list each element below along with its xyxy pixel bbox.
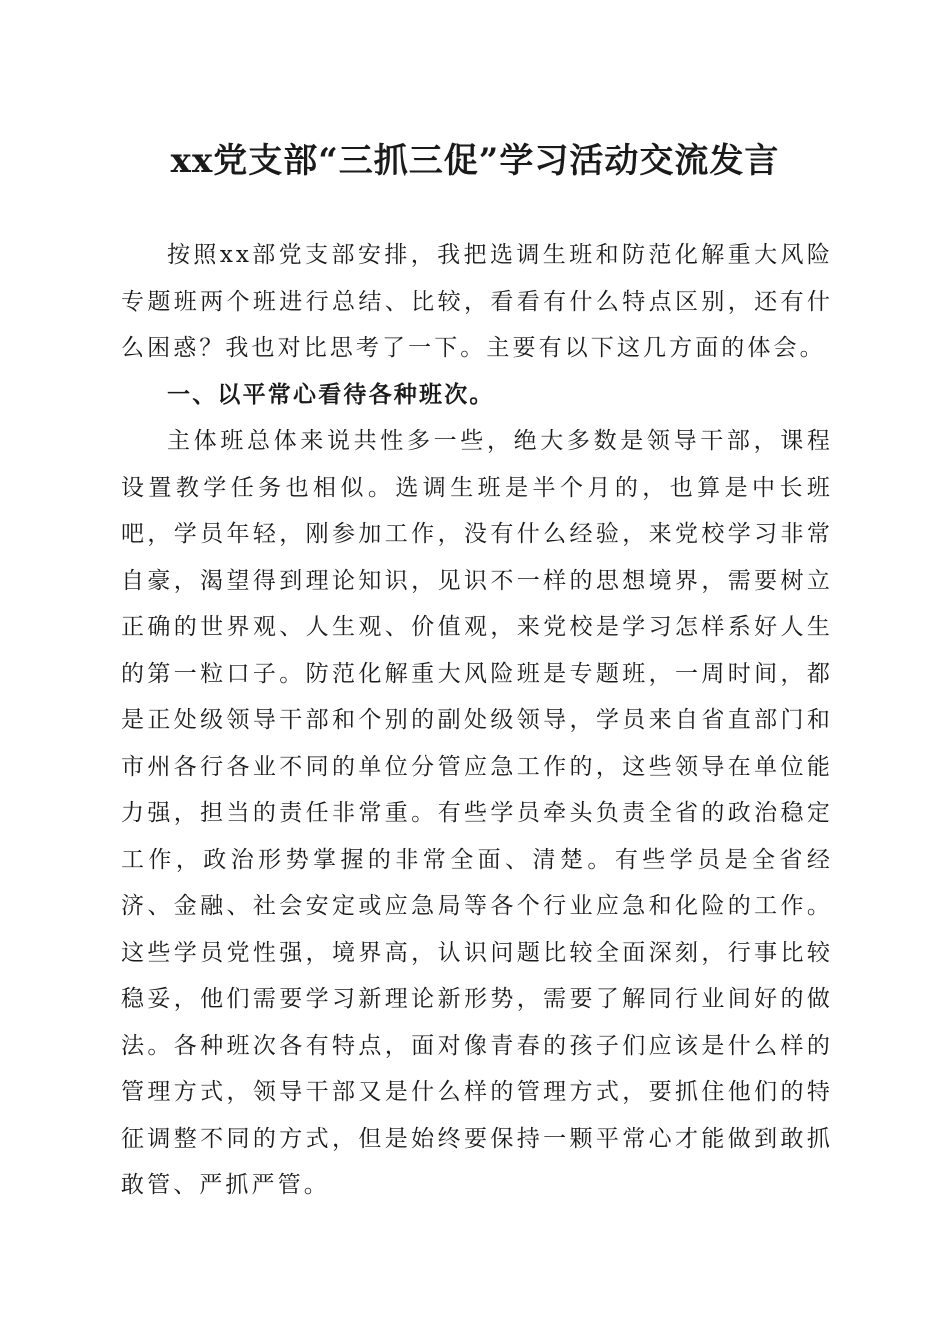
section-heading: 一、以平常心看待各种班次。 (167, 381, 495, 408)
intro-paragraph: 按照xx部党支部安排，我把选调生班和防范化解重大风险专题班两个班进行总结、比较，看看有什么特点区别，还有什么困惑？我也对比思考了一下。主要有以下这几方面的体会。 (121, 242, 833, 361)
body-paragraph: 主体班总体来说共性多一些，绝大多数是领导干部，课程设置教学任务也相似。选调生班是半个月的，也算是中长班吧，学员年轻，刚参加工作，没有什么经验，来党校学习非常自豪，渴望得到理论知识，见识不一样的思想境界，需要树立正确的世界观、人生观、价值观，来党校是学习怎样系好人生的第一粒口子。防范化解重大风险班是专题班，一周时间，都是正处级领导干部和个别的副处级领导，学员来自省直部门和市州各行各业不同的单位分管应急工作的，这些领导在单位能力强，担当的责任非常重。有些学员牵头负责全省的政治稳定工作，政治形势掌握的非常全面、清楚。有些学员是全省经济、金融、社会安定或应急局等各个行业应急和化险的工作。这些学员党性强，境界高，认识问题比较全面深刻，行事比较稳妥，他们需要学习新理论新形势，需要了解同行业间好的做法。各种班次各有特点，面对像青春的孩子们应该是什么样的管理方式，领导干部又是什么样的管理方式，要抓住他们的特征调整不同的方式，但是始终要保持一颗平常心才能做到敢抓敢管、严抓严管。 (121, 428, 833, 1198)
document-body (121, 232, 833, 1209)
document-title: xx党支部“三抓三促”学习活动交流发言 (170, 141, 780, 181)
